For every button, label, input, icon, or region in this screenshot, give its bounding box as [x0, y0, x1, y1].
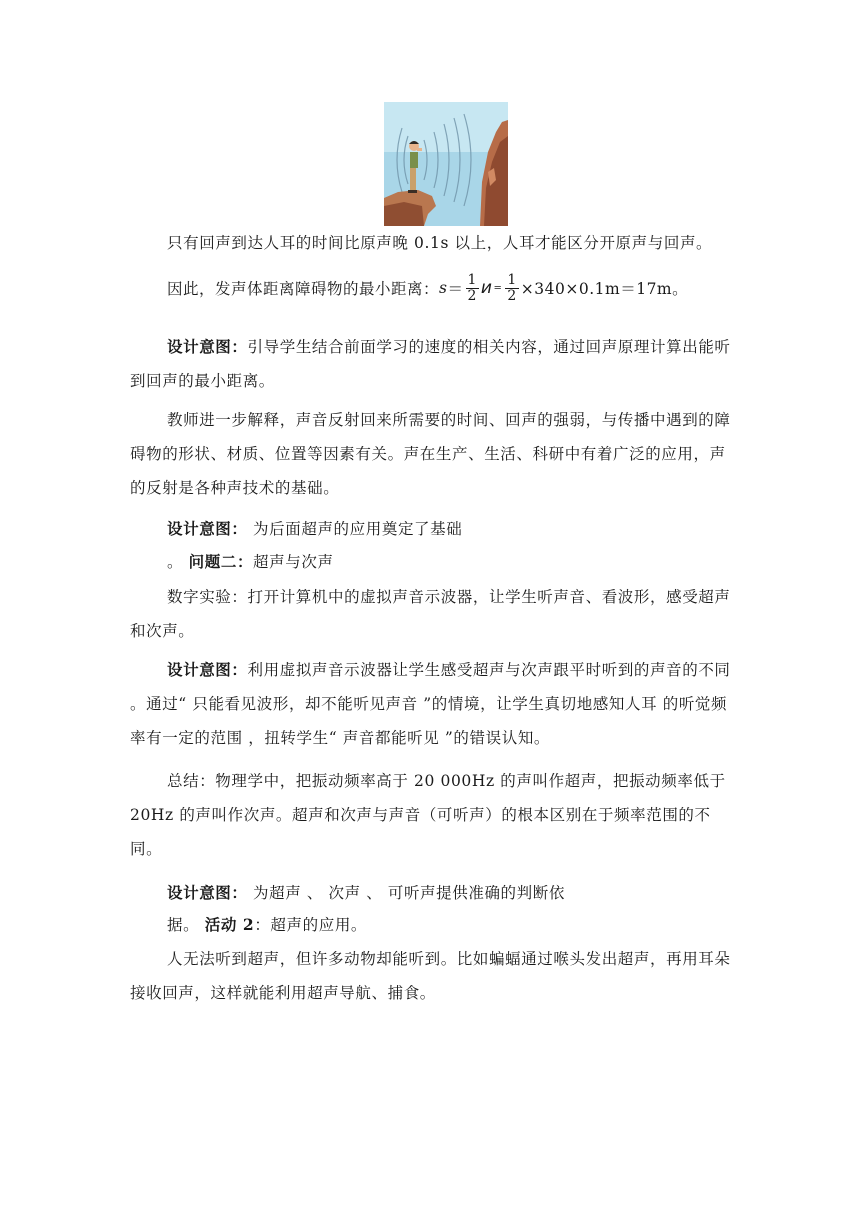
formula-v: и	[480, 278, 493, 298]
echo-figure-svg	[384, 102, 508, 226]
formula-tail: ×340×0.1m＝17m。	[520, 280, 689, 298]
design-intent-label: 设计意图：	[167, 883, 248, 902]
activity-two-text: ：超声的应用。	[254, 916, 368, 934]
design-intent-paragraph-1	[130, 330, 740, 398]
activity-two-heading	[130, 908, 740, 942]
min-distance-formula	[167, 266, 688, 310]
echo-illustration	[384, 102, 508, 226]
formula-fraction-1	[466, 273, 479, 304]
design-intent-label: 设计意图：	[167, 660, 248, 679]
question-two-heading	[130, 545, 740, 579]
question-two-label: 问题二：	[188, 552, 254, 571]
question-two-text: 超声与次声	[253, 553, 334, 571]
formula-s: s	[439, 279, 448, 297]
fraction-2-denominator: 2	[507, 287, 517, 304]
design-intent-text: 为超声 、 次声 、 可听声提供准确的判断依	[247, 884, 565, 902]
design-intent-text: 利用虚拟声音示波器让学生感受超声与次声跟平时听到的声音的不同 。通过“ 只能看见波形，却不能听见声音 ”的情境，让学生真切地感知人耳 的听觉频率有一定的范围 ，扭转学生“ 声音都能听见 ”的错误认知。	[130, 661, 731, 747]
fraction-1-numerator: 1	[467, 271, 477, 288]
ultrasound-animals-paragraph: 人无法听到超声，但许多动物却能听到。比如蝙蝠通过喉头发出超声，再用耳朵接收回声，这样就能利用超声导航、捕食。	[130, 950, 731, 1002]
formula-equals-1: ＝	[447, 280, 464, 298]
design-intent-paragraph-2	[130, 512, 740, 546]
question-two-prefix: 。	[167, 553, 189, 571]
fraction-1-denominator: 2	[467, 287, 477, 304]
formula-prefix: 因此，发声体距离障碍物的最小距离：	[167, 280, 440, 298]
teacher-explanation-paragraph: 教师进一步解释，声音反射回来所需要的时间、回声的强弱，与传播中遇到的障碍物的形状、材质、位置等因素有关。声在生产、生活、科研中有着广泛的应用，声的反射是各种声技术的基础。	[130, 411, 731, 497]
design-intent-label: 设计意图：	[167, 337, 248, 356]
design-intent-text: 为后面超声的应用奠定了基础	[247, 520, 463, 538]
fraction-2-numerator: 1	[507, 271, 517, 288]
echo-condition-paragraph: 只有回声到达人耳的时间比原声晚 0.1s 以上，人耳才能区分开原声与回声。	[167, 234, 713, 252]
activity-two-prefix: 据。	[167, 916, 205, 934]
design-intent-paragraph-4	[130, 876, 740, 910]
design-intent-paragraph-3	[130, 653, 740, 755]
formula-equals-2: =	[493, 282, 503, 294]
design-intent-text: 引导学生结合前面学习的速度的相关内容，通过回声原理计算出能听到回声的最小距离。	[130, 338, 731, 390]
summary-paragraph: 总结：物理学中，把振动频率高于 20 000Hz 的声叫作超声，把振动频率低于 20Hz 的声叫作次声。超声和次声与声音（可听声）的根本区别在于频率范围的不同。	[130, 772, 726, 858]
design-intent-label: 设计意图：	[167, 519, 248, 538]
activity-two-label: 活动 2	[204, 915, 255, 934]
digital-experiment-paragraph: 数字实验：打开计算机中的虚拟声音示波器，让学生听声音、看波形，感受超声和次声。	[130, 588, 731, 640]
formula-fraction-2	[505, 273, 518, 304]
